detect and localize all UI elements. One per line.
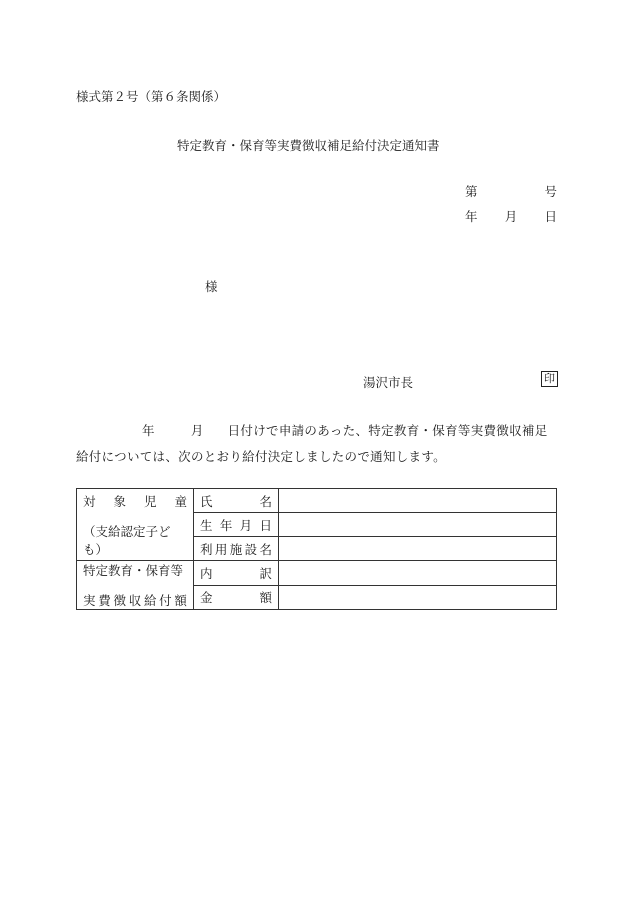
doc-date-year: 年 (465, 209, 478, 224)
body-rest: 日付けで申請のあった、特定教育・保育等実費徴収補足給付については、次のとおり給付決定しましたので通知します。 (76, 423, 548, 464)
body-paragraph (76, 418, 558, 470)
sender-name: 湯沢市長 (363, 375, 414, 390)
document-number (465, 182, 557, 200)
breakdown-value-cell[interactable] (279, 561, 557, 586)
birthdate-value-cell[interactable] (279, 513, 557, 537)
name-value-cell[interactable] (279, 489, 557, 513)
doc-number-prefix: 第 (465, 184, 478, 199)
table-row (77, 561, 557, 586)
body-month: 月 (190, 423, 204, 438)
special-education-label: 特定教育・保育等 (83, 563, 184, 578)
body-year: 年 (142, 423, 155, 438)
facility-label-cell: 利 用 施 設 名 (194, 537, 279, 561)
document-date (465, 207, 557, 225)
table-row (77, 489, 557, 513)
amount-label-cell: 金 額 (194, 585, 279, 610)
doc-date-day: 日 (544, 209, 557, 224)
benefit-header (77, 561, 194, 610)
doc-number-suffix: 号 (544, 184, 557, 199)
form-number: 様式第２号（第６条関係） (76, 89, 227, 104)
doc-date-month: 月 (504, 209, 518, 224)
addressee-honorific: 様 (205, 279, 218, 294)
document-title: 特定教育・保育等実費徴収補足給付決定通知書 (177, 138, 440, 153)
target-child-header (77, 489, 194, 561)
breakdown-label-cell: 内 訳 (194, 561, 279, 586)
benefit-amount-label: 実 費 徴 収 給 付 額 (83, 593, 187, 608)
name-label-cell: 氏 名 (194, 489, 279, 513)
target-child-label: 対 象 児 童 (83, 493, 187, 509)
detail-table (76, 488, 557, 610)
birthdate-label-cell: 生 年 月 日 (194, 513, 279, 537)
amount-value-cell[interactable] (279, 585, 557, 610)
seal-mark: 印 (541, 371, 558, 387)
certified-child-label: （支給認定子ども） (83, 523, 171, 557)
facility-value-cell[interactable] (279, 537, 557, 561)
